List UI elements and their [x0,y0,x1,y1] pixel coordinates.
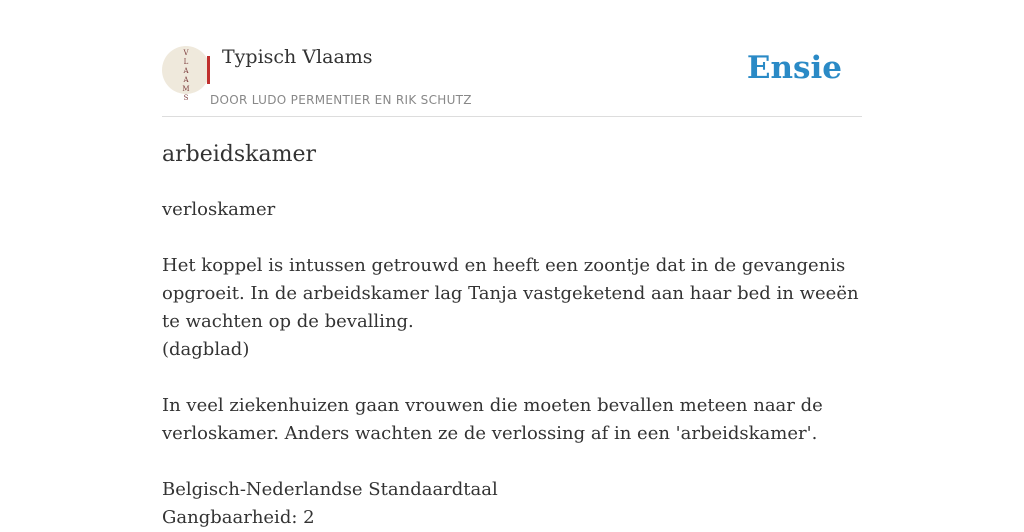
entry-content [162,140,862,532]
byline: DOOR LUDO PERMENTIER EN RIK SCHUTZ [210,93,472,107]
brand-logo[interactable]: Ensie [746,50,842,86]
explanation: In veel ziekenhuizen gaan vrouwen die moeten bevallen meteen naar de verloskamer. Anders wachten ze de verlossing af in een 'arbeidskamer'. [162,395,823,444]
avatar-lettering: V L A A M S [182,49,190,102]
example-source: (dagblad) [162,339,250,360]
site-title[interactable]: Typisch Vlaams [222,46,373,68]
spacer [162,364,862,392]
language-label: Belgisch-Nederlandse Standaardtaal [162,479,498,500]
site-header [162,44,862,117]
example-quote: Het koppel is intussen getrouwd en heeft een zoontje dat in de gevangenis opgroeit. In de arbeidskamer lag Tanja vastgeketend aan haar bed in weeën te wachten op de bevalling. [162,255,859,332]
spacer [162,448,862,476]
avatar-red-stripe [207,56,210,84]
entry-title: arbeidskamer [162,142,316,167]
avatar[interactable] [162,46,210,102]
definition: verloskamer [162,199,276,220]
spacer [162,224,862,252]
usage-label: Gangbaarheid: 2 [162,507,315,528]
